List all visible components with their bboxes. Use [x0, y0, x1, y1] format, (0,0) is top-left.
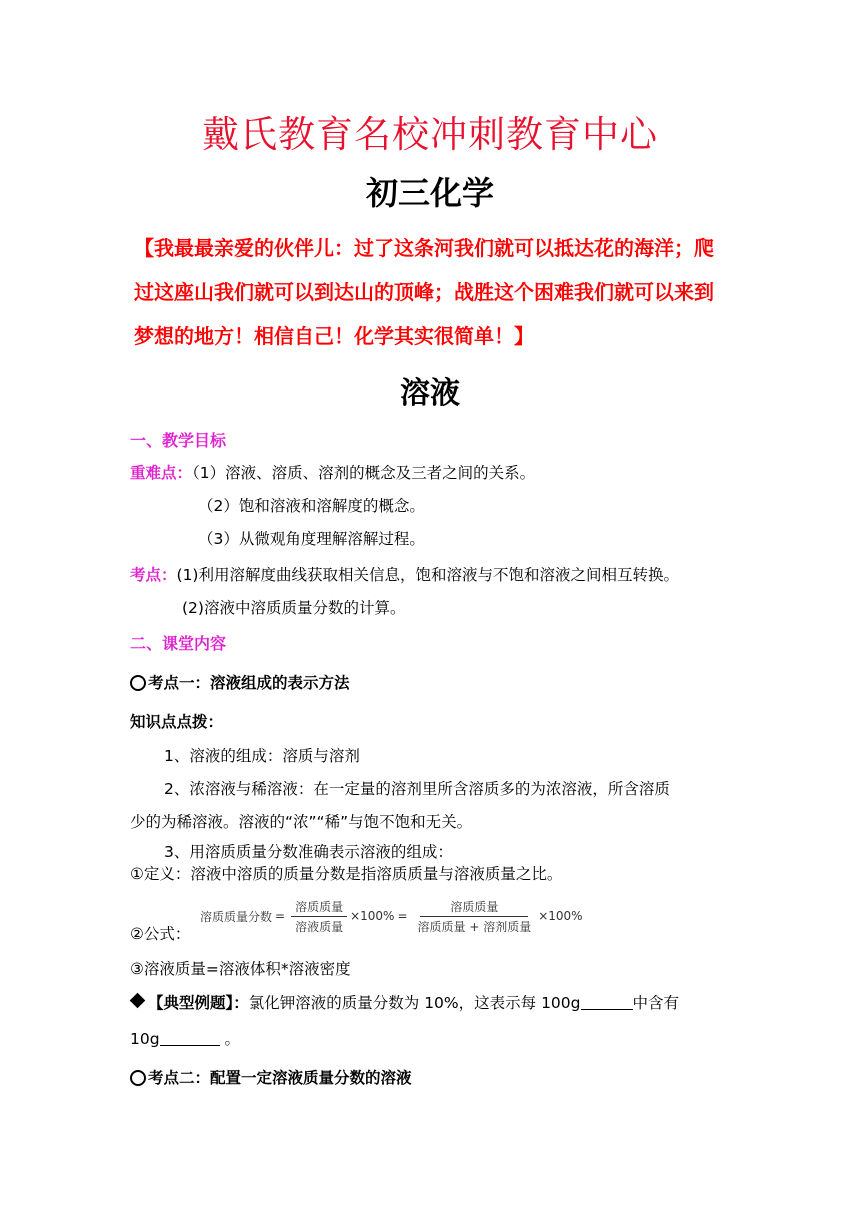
answer-blank-2[interactable]: [160, 1031, 220, 1046]
fraction-2-numerator: 溶质质量: [420, 898, 528, 917]
item-2-line-1: 2、浓溶液与稀溶液：在一定量的溶剂里所含溶质多的为浓溶液，所含溶质: [164, 780, 670, 798]
example-row-2: [130, 1027, 240, 1049]
motto-line-1: 【我最最亲爱的伙伴儿：过了这条河我们就可以抵达花的海洋；爬: [134, 236, 714, 260]
difficult-item-3: （3）从微观角度理解溶解过程。: [198, 530, 425, 548]
item-1: 1、溶液的组成：溶质与溶剂: [164, 747, 360, 765]
point1-title: 考点一：溶液组成的表示方法: [148, 674, 350, 692]
formula-equals-2: =: [397, 909, 408, 923]
fraction-2-denominator: 溶质质量 + 溶剂质量: [417, 919, 532, 934]
example-text-a: 氯化钾溶液的质量分数为 10%，这表示每 100g: [248, 994, 581, 1012]
example-text-b: 中含有: [632, 994, 680, 1012]
circle-icon: [130, 1070, 146, 1086]
difficult-point-row: [130, 461, 535, 483]
topic-title: 溶液: [400, 376, 460, 411]
school-title: 戴氏教育名校冲刺教育中心: [202, 113, 658, 156]
exam-label: 考点：: [130, 566, 177, 584]
subject-title: 初三化学: [365, 174, 494, 212]
formula-fraction-1: [291, 898, 347, 935]
item-3: 3、用溶质质量分数准确表示溶液的组成：: [164, 843, 453, 861]
motto-line-3: 梦想的地方！相信自己！化学其实很简单！】: [134, 324, 534, 348]
mass-formula: ③溶液质量=溶液体积*溶液密度: [130, 960, 351, 978]
difficult-item-2: （2）饱和溶液和溶解度的概念。: [198, 497, 425, 515]
example-row: [130, 991, 679, 1013]
fraction-1-denominator: 溶液质量: [295, 919, 344, 934]
goals-heading: 一、教学目标: [130, 431, 227, 450]
knowledge-label: 知识点点拨：: [130, 713, 224, 731]
exam-item-2: (2)溶液中溶质质量分数的计算。: [182, 599, 406, 617]
diamond-bullet-icon: [130, 993, 146, 1009]
point1-heading: [130, 671, 350, 693]
example-label: 【典型例题】：: [148, 994, 249, 1012]
formula-times-1: ×100%: [350, 909, 395, 923]
exam-point-row: [130, 563, 679, 585]
formula-equals-1: =: [275, 909, 286, 923]
example-text-d: 。: [219, 1030, 240, 1048]
fraction-1-numerator: 溶质质量: [291, 898, 347, 917]
point2-title: 考点二：配置一定溶液质量分数的溶液: [148, 1069, 412, 1087]
motto-line-2: 过这座山我们就可以到达山的顶峰；战胜这个困难我们就可以来到: [134, 280, 714, 304]
item-2-line-2: 少的为稀溶液。溶液的“浓”“稀”与饱不饱和无关。: [130, 813, 473, 831]
example-text-c: 10g: [130, 1030, 160, 1048]
formula-times-2: ×100%: [538, 909, 583, 923]
definition: ①定义：溶液中溶质的质量分数是指溶质质量与溶液质量之比。: [130, 865, 563, 883]
answer-blank-1[interactable]: [581, 995, 633, 1010]
content-heading: 二、课堂内容: [130, 634, 227, 653]
exam-item-1: (1)利用溶解度曲线获取相关信息，饱和溶液与不饱和溶液之间相互转换。: [176, 566, 679, 584]
point2-heading: [130, 1066, 412, 1088]
formula-fraction-2: [414, 898, 536, 935]
circle-icon: [130, 675, 146, 691]
mass-fraction-formula: [200, 896, 583, 936]
formula-label: ②公式：: [130, 925, 191, 943]
formula-lhs: 溶质质量分数: [200, 909, 273, 924]
difficult-label: 重难点：: [130, 464, 193, 482]
difficult-item-1: （1）溶液、溶质、溶剂的概念及三者之间的关系。: [192, 464, 536, 482]
